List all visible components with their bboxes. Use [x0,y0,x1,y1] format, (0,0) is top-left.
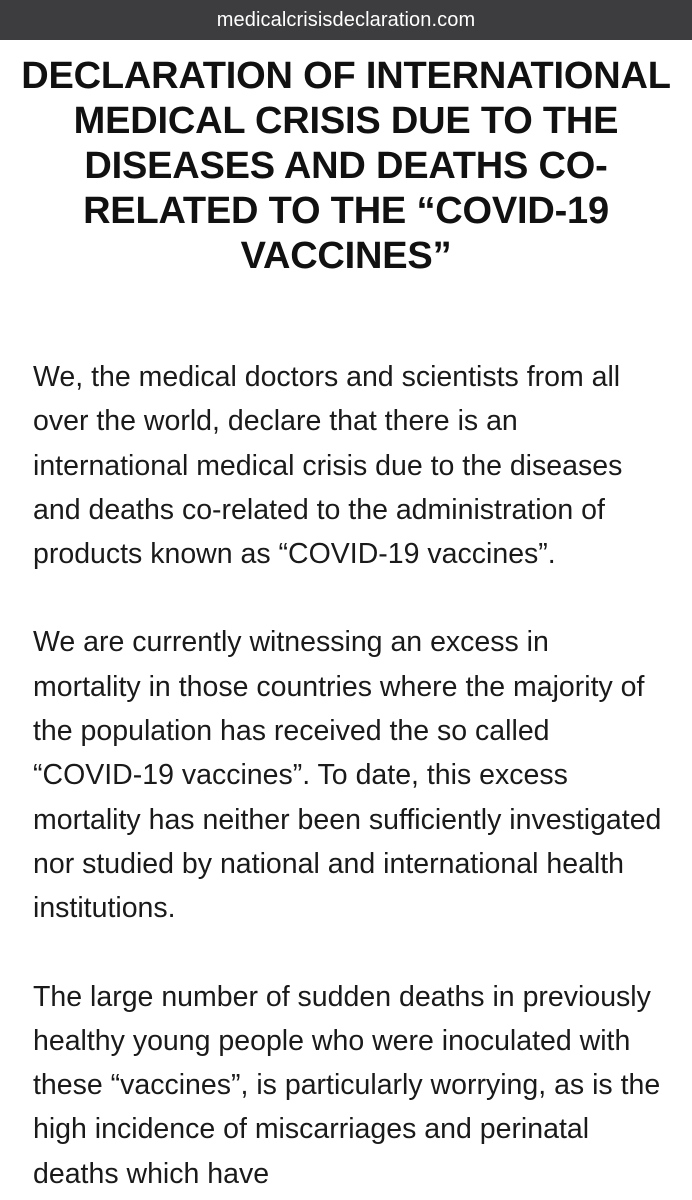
paragraph-1: We, the medical doctors and scientists from all over the world, declare that there is an international medical crisis due to the diseases and deaths co-related to the administration of products known as “COVID-19 vaccines”. [33,361,623,571]
paragraph-2: We are currently witnessing an excess in mortality in those countries where the majority of the population has received the so called “COVID-19 vaccines”. To date, this excess mortality has neither been sufficiently investigated nor studied by national and international health institutions. [33,626,662,925]
address-bar[interactable] [0,0,692,40]
article-body [0,355,692,1196]
paragraph-3: The large number of sudden deaths in previously healthy young people who were inoculated with these “vaccines”, is particularly worrying, as is the high incidence of miscarriages and perinatal deaths which have [33,980,661,1190]
page-content [0,40,692,1200]
url-text[interactable]: medicalcrisisdeclaration.com [216,8,476,31]
page-title: DECLARATION OF INTERNATIONAL MEDICAL CRISIS DUE TO THE DISEASES AND DEATHS CO-RELATED TO THE “COVID-19 VACCINES” [21,55,671,277]
